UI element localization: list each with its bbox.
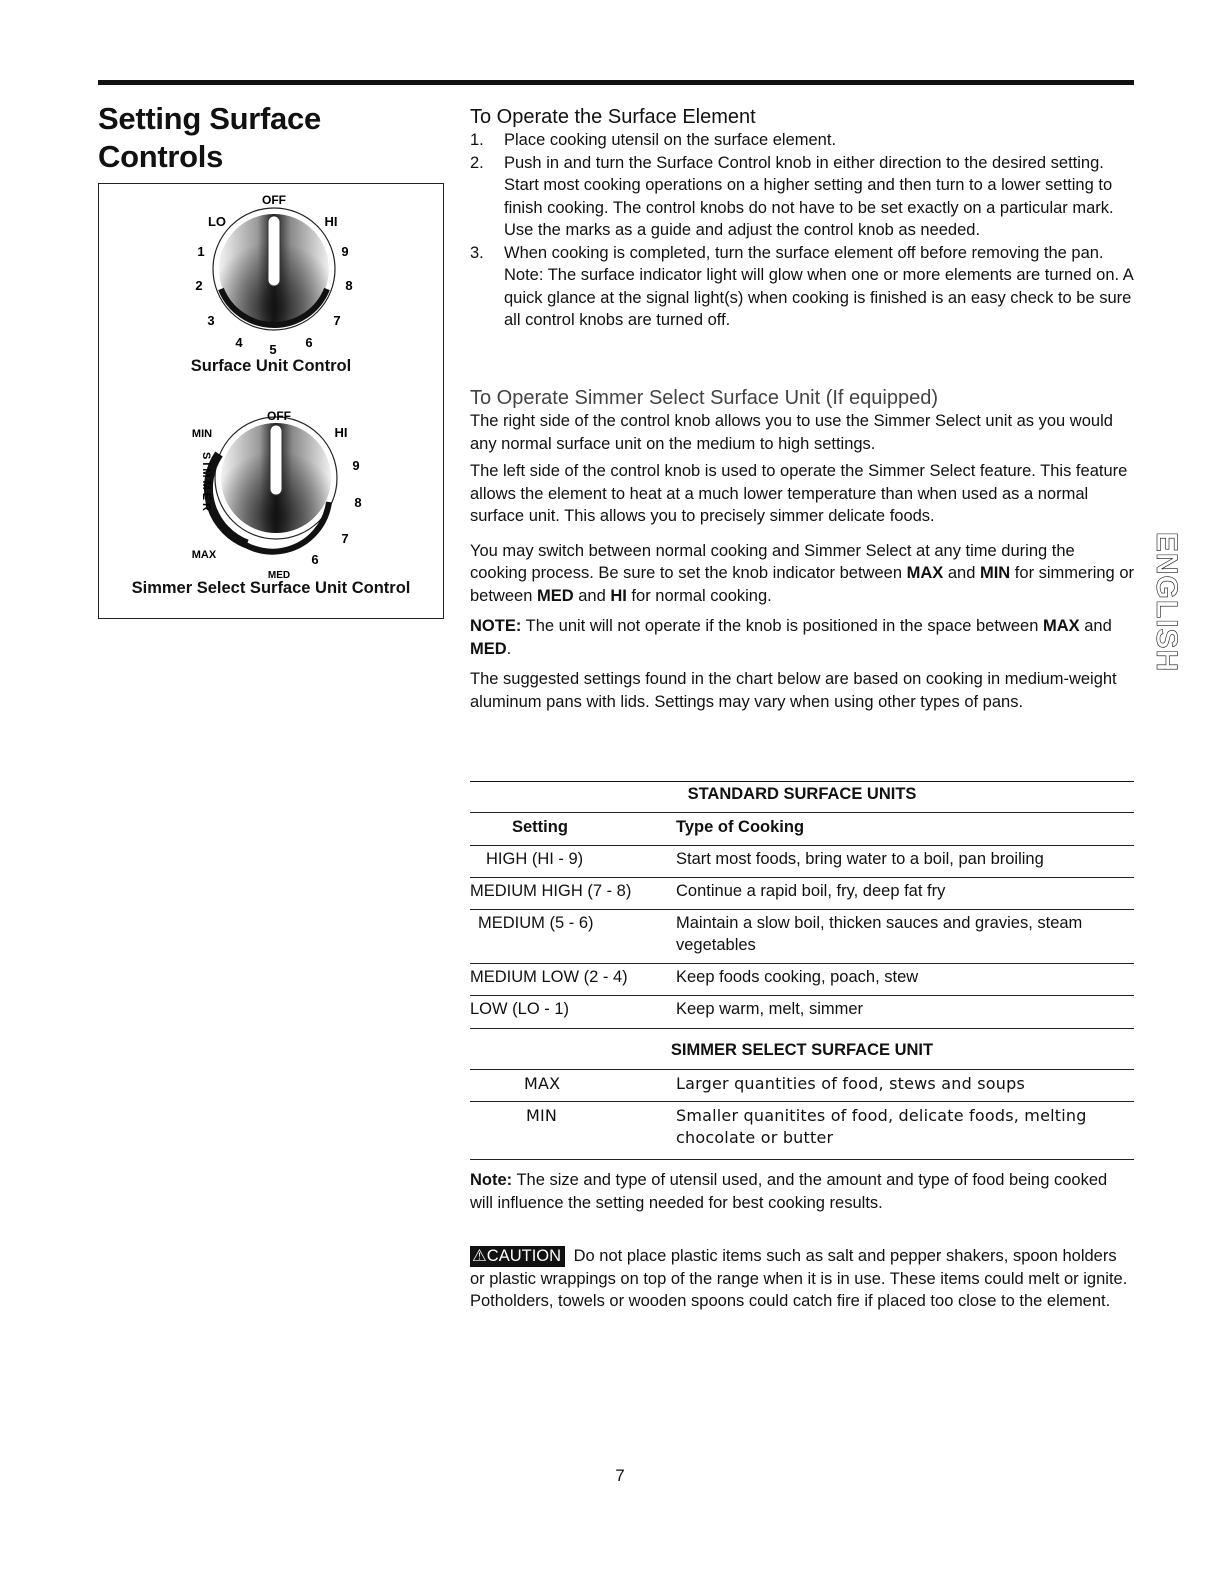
final-note-label: Note: [470,1171,513,1189]
step-item [470,242,1134,332]
knob2-label-7: 7 [341,531,349,546]
warning-triangle-icon: ⚠ [472,1247,487,1265]
simmer-paragraph-2: The left side of the control knob is used to operate the Simmer Select feature. This feature allows the element to heat at a much lower temperature than when used as a normal surface unit. This allows you to precisely simmer delicate foods. [470,462,1128,525]
section-operate-surface-element [470,105,1134,332]
table-row: MEDIUM (5 - 6) Maintain a slow boil, thicken sauces and gravies, steam vegetables [470,909,1134,963]
step-text: Push in and turn the Surface Control knob in either direction to the desired setting. Start most cooking operations on a higher setting and then turn to a lower setting to finish cooking. The control knobs do not have to be set exactly on a particular mark. Use the marks as a guide and adjust the control knob as needed. [504,153,1114,239]
chart-intro-paragraph: The suggested settings found in the chart below are based on cooking in medium-weight aluminum pans with lids. Settings may vary when using other types of pans. [470,670,1117,711]
simmer-paragraph-1: The right side of the control knob allows you to use the Simmer Select unit as you would any normal surface unit on the medium to high settings. [470,412,1113,453]
section1-heading: To Operate the Surface Element [470,106,756,128]
knob1-label-9: 9 [341,244,349,259]
caution-badge: ⚠CAUTION [470,1246,565,1267]
knob2-pointer [270,425,282,495]
section1-steps [470,129,1134,332]
surface-unit-control-caption: Surface Unit Control [190,357,352,375]
knob1-label-1: 1 [197,244,205,259]
knob1-label-5: 5 [269,342,277,357]
knob2-label-max: MAX [191,549,217,561]
language-side-tab [1146,532,1186,672]
knob2-label-8: 8 [354,495,362,510]
standard-surface-units-table [470,781,1134,1027]
caution-block [470,1245,1134,1313]
knob1-label-3: 3 [207,313,215,328]
top-rule [98,80,1134,85]
table-row: LOW (LO - 1) Keep warm, melt, simmer [470,995,1134,1027]
simmer-note: NOTE: The unit will not operate if the knob is positioned in the space between MAX and MED. [470,617,1112,658]
table-title-row [470,781,1134,812]
table-row: MEDIUM HIGH (7 - 8) Continue a rapid boil, fry, deep fat fry [470,877,1134,909]
table-row: HIGH (HI - 9) Start most foods, bring water to a boil, pan broiling [470,845,1134,877]
knob1-label-2: 2 [195,278,203,293]
surface-unit-knob [195,193,352,357]
step-number: 2. [470,153,484,172]
step-number: 1. [470,131,484,149]
knob2-label-off: OFF [267,409,291,423]
knob2-label-9: 9 [352,458,360,473]
knob2-label-simmer: SIMMER [200,452,212,514]
knob1-label-7: 7 [333,313,341,328]
table-row: MAX Larger quantities of food, stews and soups [470,1069,1134,1101]
control-knob-diagram [98,183,444,619]
knob1-label-hi: HI [324,214,338,229]
table-row: MIN Smaller quanitites of food, delicate foods, melting chocolate or butter [470,1101,1134,1160]
simmer-select-knob [192,409,362,581]
simmer-select-table [470,1028,1134,1160]
knob2-label-6: 6 [311,552,319,567]
step-text: When cooking is completed, turn the surface element off before removing the pan. Note: The surface indicator light will glow when one or more elements are turned on. A quick glance at the signal light(s) when cooking is finished is an easy check to be sure all control knobs are turned off. [504,243,1133,329]
side-tab-label: ENGLISH [1150,531,1183,673]
table-title-row [470,1028,1134,1069]
step-item [470,129,1134,152]
knob2-label-min: MIN [191,428,213,440]
knob1-label-4: 4 [235,335,243,350]
section2-heading: To Operate Simmer Select Surface Unit (If equipped) [470,387,938,409]
step-number: 3. [470,243,484,262]
step-item [470,152,1134,242]
table-title: STANDARD SURFACE UNITS [687,785,917,803]
knob1-label-6: 6 [305,335,313,350]
table-title: SIMMER SELECT SURFACE UNIT [670,1041,934,1059]
header-type-of-cooking: Type of Cooking [676,818,805,836]
caution-text: Do not place plastic items such as salt and pepper shakers, spoon holders or plastic wrappings on top of the range when it is in use. These items could melt or ignite. Potholders, towels or wooden spoons could catch fire if placed too close to the element. [470,1247,1128,1310]
final-note: Note: The size and type of utensil used, and the amount and type of food being cooked will influence the setting needed for best cooking results. [470,1171,1108,1212]
table-row: MEDIUM LOW (2 - 4) Keep foods cooking, poach, stew [470,963,1134,995]
note-label: NOTE: [470,617,522,635]
section-operate-simmer-select [470,386,1134,713]
page-title: Setting Surface Controls [98,101,321,174]
simmer-paragraph-3: You may switch between normal cooking and Simmer Select at any time during the cooking process. Be sure to set the knob indicator between MAX and MIN for simmering or between MED and HI for normal cooking. [470,541,1134,605]
knob1-pointer [268,216,280,286]
knob2-label-med: MED [267,570,291,581]
page-number: 7 [615,1466,625,1485]
knob-illustrations [99,184,445,620]
knob2-label-hi: HI [334,425,348,440]
knob1-label-off: OFF [262,193,286,207]
table-header-row [470,812,1134,845]
knob1-label-8: 8 [345,278,353,293]
knob1-label-lo: LO [207,214,227,229]
step-text: Place cooking utensil on the surface element. [504,131,837,149]
header-setting: Setting [512,818,568,836]
simmer-select-control-caption: Simmer Select Surface Unit Control [131,579,411,597]
